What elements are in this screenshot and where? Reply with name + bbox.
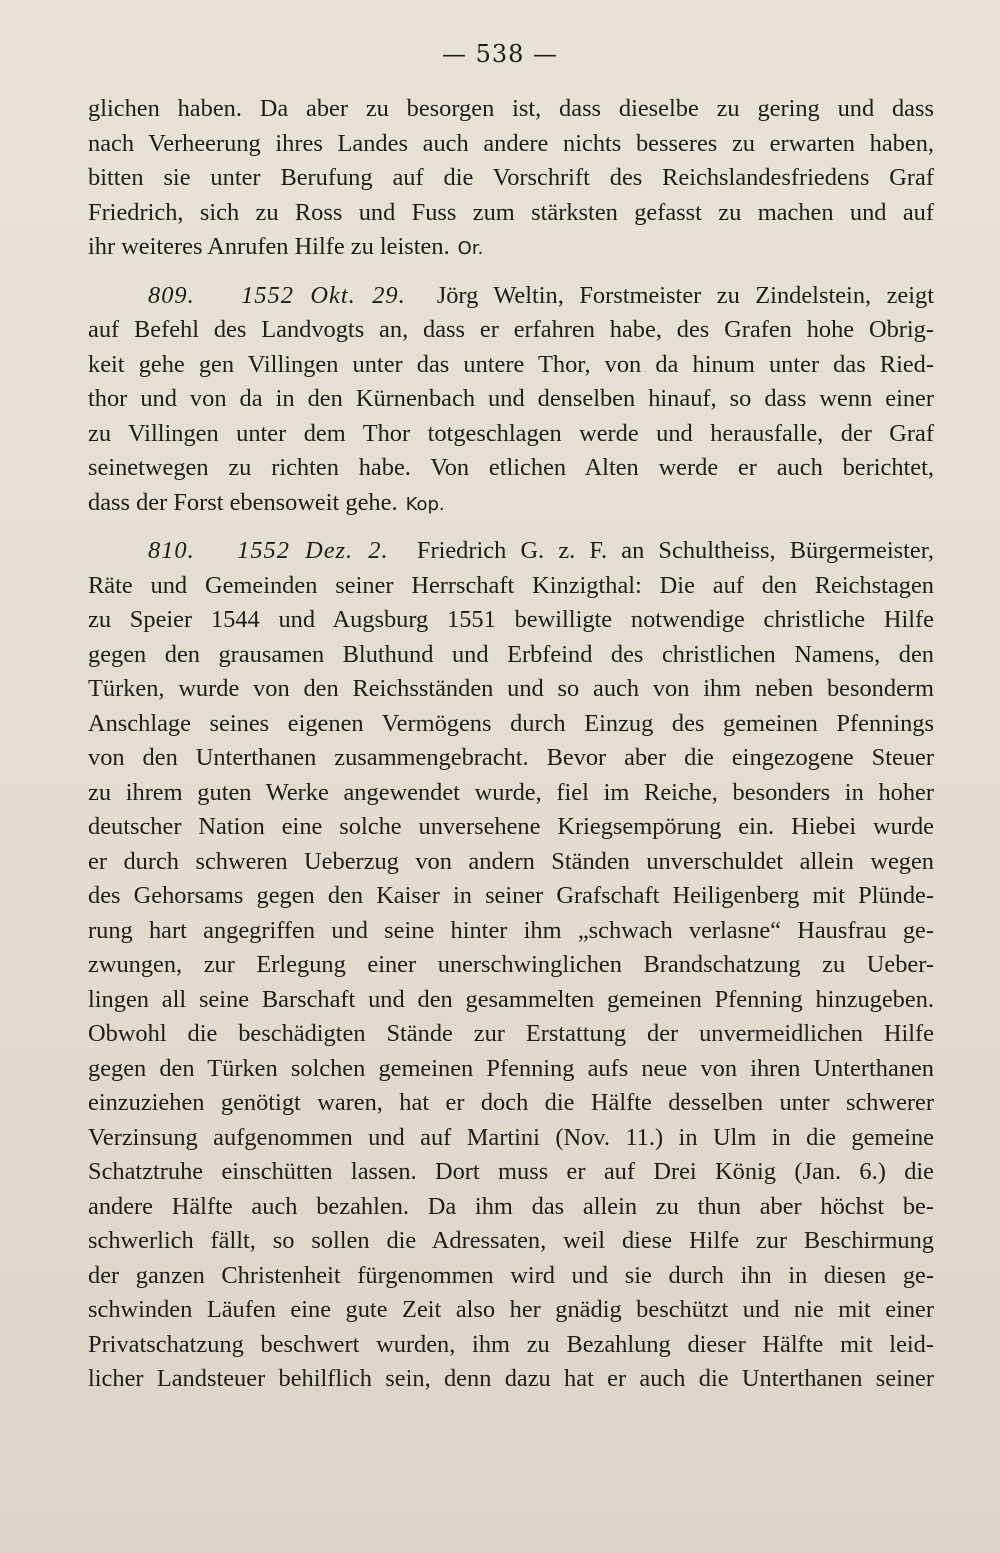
text-line: auf Befehl des Landvogts an, dass er erfahren habe, des Grafen hohe Obrig- [88,316,934,343]
continuation-paragraph [88,92,934,265]
text-line-content: dass der Forst ebensoweit gehe. [88,488,398,516]
text-line: Schatztruhe einschütten lassen. Dort muss er auf Drei König (Jan. 6.) die [88,1158,934,1185]
text-line: zu Speier 1544 und Augsburg 1551 bewilligte notwendige christliche Hilfe [88,606,934,633]
text-line-content: ihr weiteres Anrufen Hilfe zu leisten. [88,233,450,260]
text-line-last [88,230,934,265]
text-line: schwerlich fällt, so sollen die Adressaten, weil diese Hilfe zur Beschirmung [88,1227,934,1254]
text-line: gegen den Türken solchen gemeinen Pfenning aufs neue von ihren Unterthanen [88,1054,934,1082]
text-line: Anschlage seines eigenen Vermögens durch Einzug des gemeinen Pfennings [88,709,934,737]
text-line: der ganzen Christenheit fürgenommen wird und sie durch ihn in diesen ge- [88,1261,934,1289]
entry-first-text: Jörg Weltin, Forstmeister zu Zindelstein, zeigt [436,281,934,309]
text-line: zu Villingen unter dem Thor totgeschlagen werde und herausfalle, der Graf [88,419,934,447]
text-line: des Gehorsams gegen den Kaiser in seiner Grafschaft Heiligenberg mit Plünde- [88,882,934,909]
text-line: zwungen, zur Erlegung einer unerschwinglichen Brandschatzung zu Ueber- [88,951,934,978]
text-line: gegen den grausamen Bluthund und Erbfeind des christlichen Namens, den [88,640,934,668]
entry-number: 809. [148,281,195,309]
text-line: seinetwegen zu richten habe. Von etlichen Alten werde er auch berichtet, [88,454,934,481]
entry-first-line [88,534,934,569]
text-line: Verzinsung aufgenommen und auf Martini (Nov. 11.) in Ulm in die gemeine [88,1123,934,1151]
page-body [88,92,934,1397]
text-line: er durch schweren Ueberzug von andern Ständen unverschuldet allein wegen [88,847,934,875]
text-line: deutscher Nation eine solche unversehene Kriegsempörung ein. Hiebei wurde [88,813,934,840]
text-line: nach Verheerung ihres Landes auch andere nichts besseres zu erwarten haben, [88,129,934,157]
text-line: Friedrich, sich zu Ross und Fuss zum stärksten gefasst zu machen und auf [88,198,934,226]
text-line: keit gehe gen Villingen unter das untere Thor, von da hinum unter das Ried- [88,350,934,378]
text-line: von den Unterthanen zusammengebracht. Bevor aber die eingezogene Steuer [88,744,934,771]
entry-first-line [88,279,934,314]
entry-date: 1552 Dez. 2. [237,537,389,564]
text-line: schwinden Läufen eine gute Zeit also her gnädig beschützt und nie mit einer [88,1296,934,1323]
entry-first-text: Friedrich G. z. F. an Schultheiss, Bürgermeister, [416,537,934,564]
text-line: Türken, wurde von den Reichsständen und so auch von ihm neben besonderm [88,675,934,702]
text-line: Obwohl die beschädigten Stände zur Erstattung der unvermeidlichen Hilfe [88,1020,934,1047]
text-line: bitten sie unter Berufung auf die Vorschrift des Reichslandesfriedens Graf [88,164,934,191]
entry-809 [88,279,934,521]
entry-810 [88,534,934,1397]
source-note: Kop. [405,493,445,515]
text-line: lingen all seine Barschaft und den gesammelten gemeinen Pfenning hinzugeben. [88,985,934,1013]
text-line: licher Landsteuer behilflich sein, denn dazu hat er auch die Unterthanen seiner [88,1365,934,1392]
page-number: — 538 — [441,40,559,68]
text-line: einzuziehen genötigt waren, hat er doch die Hälfte desselben unter schwerer [88,1089,934,1116]
text-line: andere Hälfte auch bezahlen. Da ihm das allein zu thun aber höchst be- [88,1192,934,1220]
text-line: glichen haben. Da aber zu besorgen ist, dass dieselbe zu gering und dass [88,95,934,122]
text-line: Räte und Gemeinden seiner Herrschaft Kinzigthal: Die auf den Reichstagen [88,571,934,599]
source-note: Or. [457,238,484,259]
text-line: Privatschatzung beschwert wurden, ihm zu Bezahlung dieser Hälfte mit leid- [88,1330,934,1358]
text-line: zu ihrem guten Werke angewendet wurde, fiel im Reiche, besonders in hoher [88,778,934,806]
entry-number: 810. [148,537,195,564]
text-line: thor und von da in den Kürnenbach und denselben hinauf, so dass wenn einer [88,385,934,412]
entry-date: 1552 Okt. 29. [241,281,406,309]
text-line-last [88,486,934,521]
text-line: rung hart angegriffen und seine hinter ihm „schwach verlasne“ Hausfrau ge- [88,916,934,944]
